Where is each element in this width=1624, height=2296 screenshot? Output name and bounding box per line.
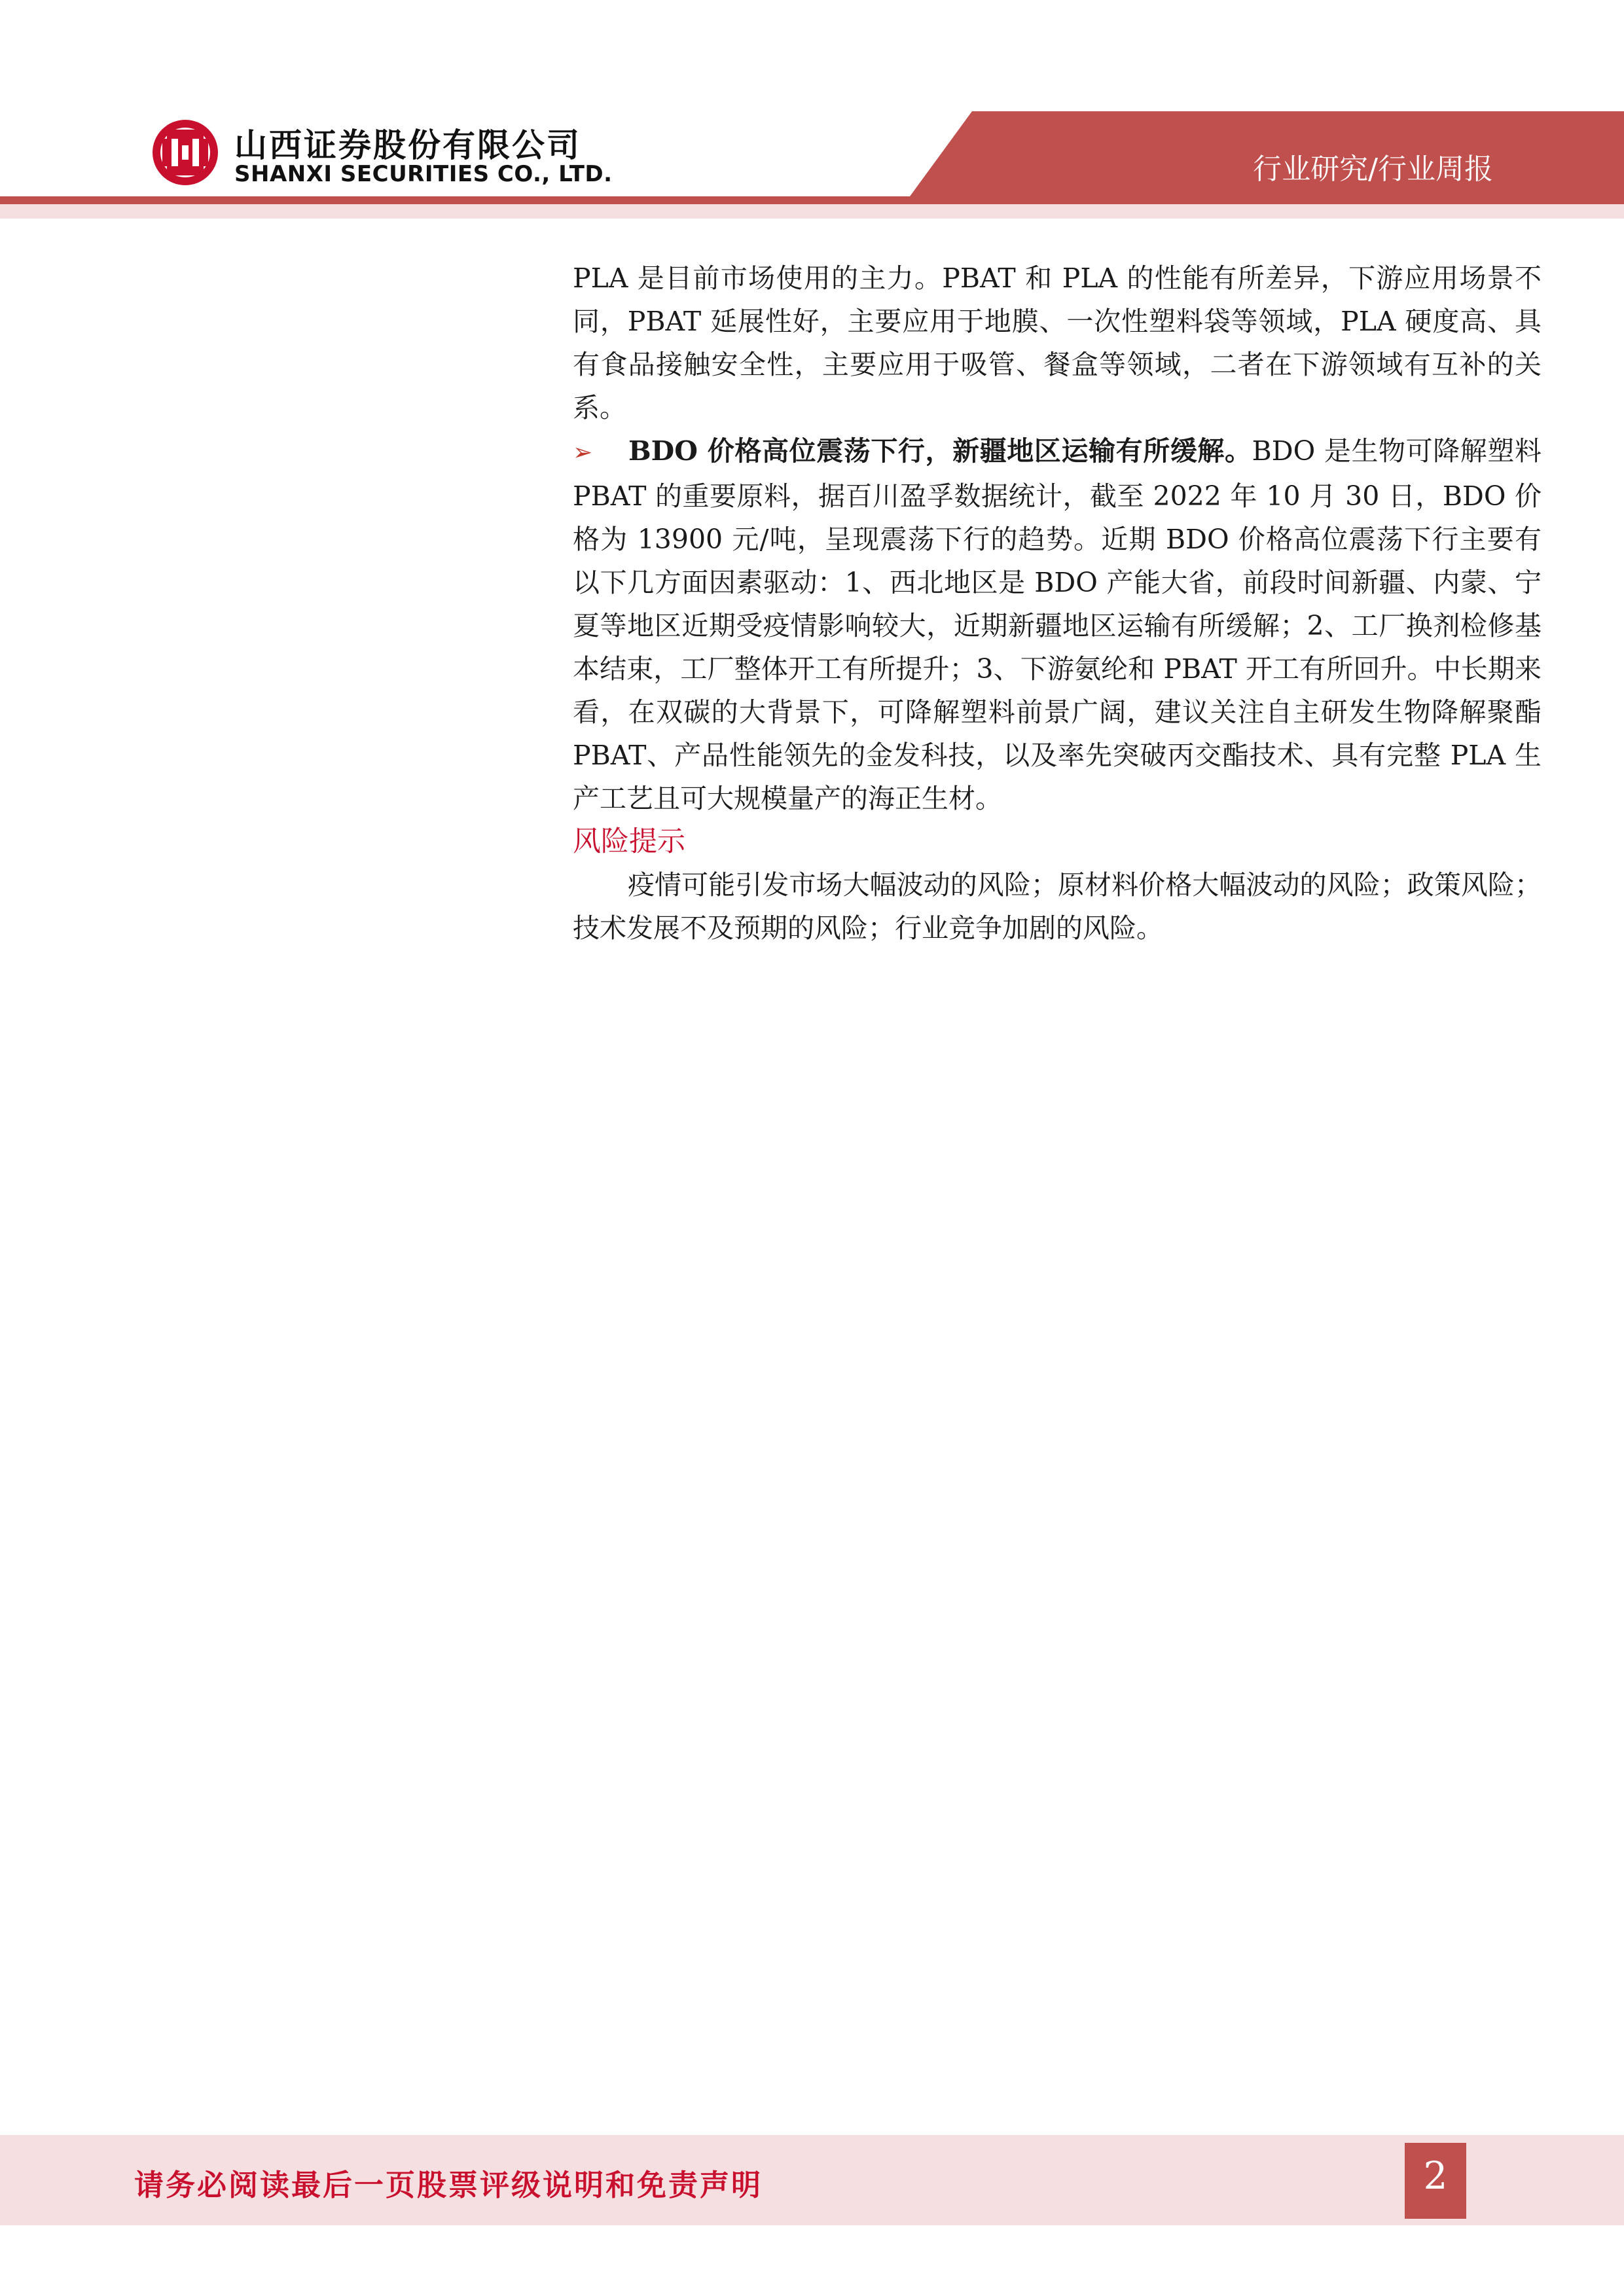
bullet-body: BDO 是生物可降解塑料 PBAT 的重要原料，据百川盈孚数据统计，截至 2022 年 10 月 30 日，BDO 价格为 13900 元/吨，呈现震荡下行的趋势。近期 BDO 价格高位震荡下行主要有以下几方面因素驱动：1、西北地区是 BDO 产能大省，前段时间新疆、内蒙、宁夏等地区近期受疫情影响较大，近期新疆地区运输有所缓解；2、工厂换剂检修基本结束，工厂整体开工有所提升；3、下游氨纶和 PBAT 开工有所回升。中长期来看，在双碳的大背景下，可降解塑料前景广阔，建议关注自主研发生物降解聚酯 PBAT、产品性能领先的金发科技，以及率先突破丙交酯技术、具有完整 PLA 生产工艺且可大规模量产的海正生材。 [573,435,1542,814]
arrow-right-icon: ➢ [573,439,593,466]
risk-section-title: 风险提示 [573,825,685,858]
risk-paragraph: 疫情可能引发市场大幅波动的风险；原材料价格大幅波动的风险；政策风险；技术发展不及预期的风险；行业竞争加剧的风险。 [573,869,1542,944]
header-band [0,0,1624,223]
page-number: 2 [1423,2153,1448,2198]
report-body [573,257,1542,950]
page-header [0,0,1624,223]
paragraph-pla: PLA 是目前市场使用的主力。PBAT 和 PLA 的性能有所差异，下游应用场景不同，PBAT 延展性好，主要应用于地膜、一次性塑料袋等领域，PLA 硬度高、具有食品接触安全性，主要应用于吸管、餐盒等领域，二者在下游领域有互补的关系。 [573,262,1542,423]
disclaimer-notice: 请务必阅读最后一页股票评级说明和免责声明 [134,2168,763,2202]
company-name-cn: 山西证券股份有限公司 [234,126,581,164]
company-name-en: SHANXI SECURITIES CO., LTD. [234,161,613,187]
page-footer [0,2135,1624,2225]
company-logo-icon [149,117,221,188]
report-type-label: 行业研究/行业周报 [1253,152,1493,186]
bullet-paragraph-bdo [573,429,1542,820]
bullet-lead: BDO 价格高位震荡下行，新疆地区运输有所缓解。 [628,435,1252,467]
